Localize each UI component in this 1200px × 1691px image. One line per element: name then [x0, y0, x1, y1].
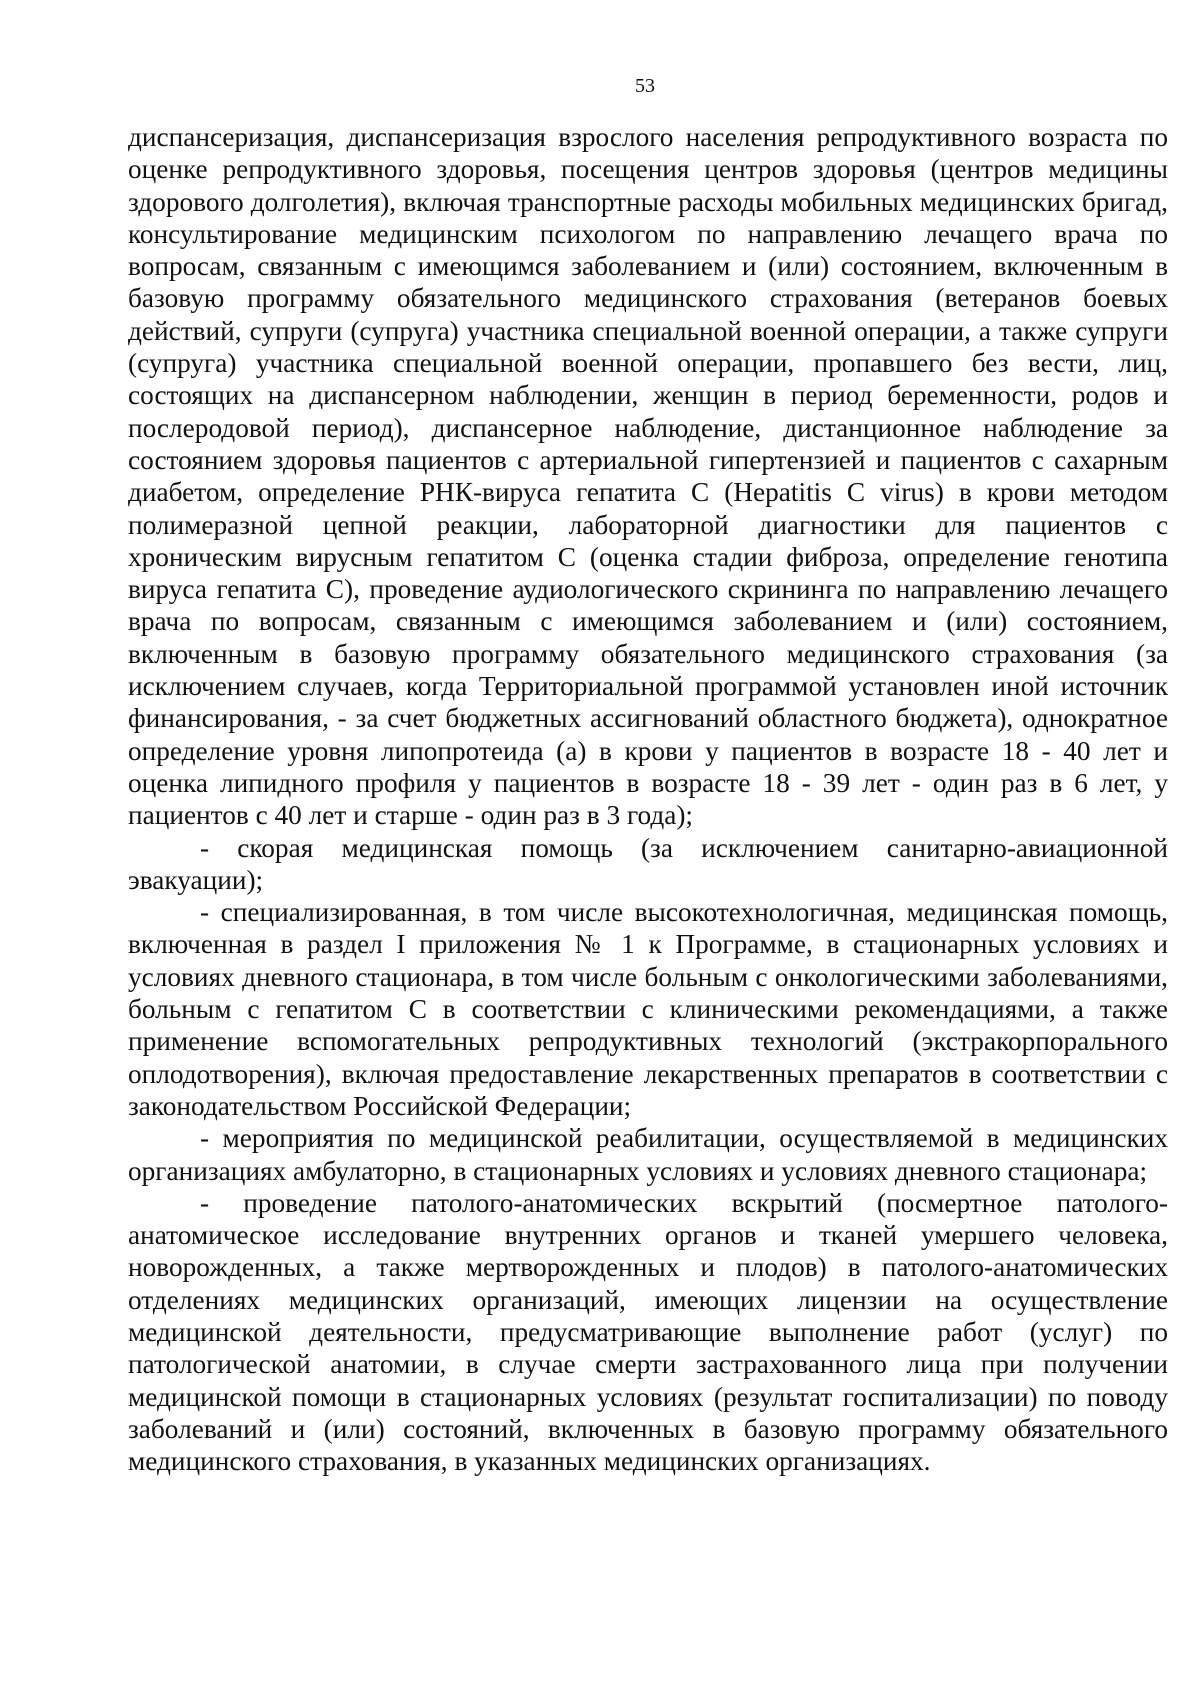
paragraph-emergency-care: - скорая медицинская помощь (за исключением санитарно-авиационной эвакуации);: [128, 832, 1168, 895]
page-number: 53: [635, 75, 655, 97]
paragraph-autopsies: - проведение патолого-анатомических вскрытий (посмертное патолого-анатомическое исследование внутренних органов и тканей умершего человека, новорожденных, а также мертворожденных и плодов) в патолого-анатомических отделениях медицинских организаций, имеющих лицензии на осуществление медицинской деятельности, предусматривающие выполнение работ (услуг) по патологической анатомии, в случае смерти застрахованного лица при получении медицинской помощи в стационарных условиях (результат госпитализации) по поводу заболеваний и (или) состояний, включенных в базовую программу обязательного медицинского страхования, в указанных медицинских организациях.: [128, 1187, 1168, 1477]
paragraph-specialized-care: - специализированная, в том числе высокотехнологичная, медицинская помощь, включенная в раздел I приложения № 1 к Программе, в стационарных условиях и условиях дневного стационара, в том числе больным с онкологическими заболеваниями, больным с гепатитом С в соответствии с клиническими рекомендациями, а также применение вспомогательных репродуктивных технологий (экстракорпорального оплодотворения), включая предоставление лекарственных препаратов в соответствии с законодательством Российской Федерации;: [128, 897, 1168, 1121]
paragraph-continuation: диспансеризация, диспансеризация взрослого населения репродуктивного возраста по оценке репродуктивного здоровья, посещения центров здоровья (центров медицины здорового долголетия), включая транспортные расходы мобильных медицинских бригад, консультирование медицинским психологом по направлению лечащего врача по вопросам, связанным с имеющимся заболеванием и (или) состоянием, включенным в базовую программу обязательного медицинского страхования (ветеранов боевых действий, супруги (супруга) участника специальной военной операции, а также супруги (супруга) участника специальной военной операции, пропавшего без вести, лиц, состоящих на диспансерном наблюдении, женщин в период беременности, родов и послеродовой период), диспансерное наблюдение, дистанционное наблюдение за состоянием здоровья пациентов с артериальной гипертензией и пациентов с сахарным диабетом, определение РНК-вируса гепатита С (Hepatitis C virus) в крови методом полимеразной цепной реакции, лабораторной диагностики для пациентов с хроническим вирусным гепатитом С (оценка стадии фиброза, определение генотипа вируса гепатита С), проведение аудиологического скрининга по направлению лечащего врача по вопросам, связанным с имеющимся заболеванием и (или) состоянием, включенным в базовую программу обязательного медицинского страхования (за исключением случаев, когда Территориальной программой установлен иной источник финансирования, - за счет бюджетных ассигнований областного бюджета), однократное определение уровня липопротеида (а) в крови у пациентов в возрасте 18 - 40 лет и оценка липидного профиля у пациентов в возрасте 18 - 39 лет - один раз в 6 лет, у пациентов с 40 лет и старше - один раз в 3 года);: [128, 122, 1168, 831]
document-body: [128, 121, 1168, 1477]
paragraph-rehabilitation: - мероприятия по медицинской реабилитации, осуществляемой в медицинских организациях амбулаторно, в стационарных условиях и условиях дневного стационара;: [128, 1123, 1168, 1186]
